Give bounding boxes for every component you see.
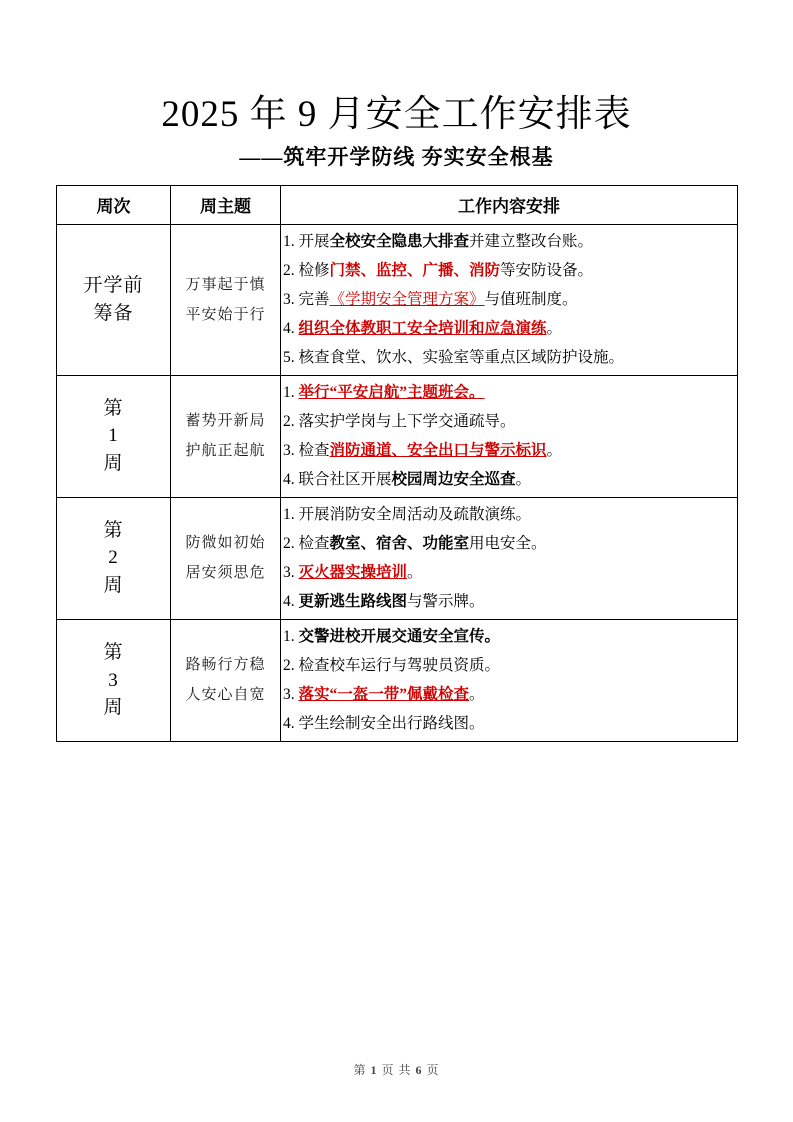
task-text-segment: 。 (515, 470, 532, 488)
task-text-segment: 用电安全。 (469, 534, 547, 552)
content-cell (281, 497, 738, 619)
task-item (283, 230, 737, 254)
table-body (57, 224, 738, 741)
task-item (283, 317, 737, 341)
task-text-segment: 。 (407, 563, 423, 581)
task-text-segment: 检修 (298, 261, 330, 279)
week-line: 3 (108, 669, 119, 691)
task-text-segment: 联合社区开展 (298, 470, 392, 488)
week-line: 第 (103, 641, 124, 663)
task-text-segment: 更新逃生路线图 (298, 592, 408, 610)
column-header-week: 周次 (57, 185, 171, 224)
task-text-segment: 核查食堂、饮水、实验室等重点区域防护设施。 (298, 348, 625, 366)
task-text-segment: 完善 (298, 290, 330, 308)
column-header-content: 工作内容安排 (281, 185, 738, 224)
week-line: 周 (103, 574, 124, 596)
footer-prefix: 第 (353, 1063, 367, 1077)
content-cell (281, 619, 738, 741)
task-item (283, 468, 737, 492)
column-header-theme: 周主题 (171, 185, 281, 224)
content-cell (281, 375, 738, 497)
theme-line: 蓄势开新局 (185, 413, 266, 430)
task-item (283, 259, 737, 283)
task-list (281, 503, 737, 614)
schedule-table (56, 185, 738, 742)
week-line: 周 (103, 452, 124, 474)
week-line: 1 (108, 425, 119, 447)
theme-cell (171, 619, 281, 741)
week-line: 第 (103, 519, 124, 541)
task-item (283, 654, 737, 678)
task-text-segment: 全校安全隐患大排查 (329, 232, 470, 250)
table-row (57, 497, 738, 619)
week-cell (57, 224, 171, 375)
task-text-segment: 门禁、监控、广播、消防 (329, 261, 501, 279)
week-cell (57, 375, 171, 497)
task-text-segment: 开展 (298, 232, 330, 250)
task-text-segment: 举行“平安启航”主题班会。 (298, 383, 485, 401)
theme-cell (171, 497, 281, 619)
task-list (281, 381, 737, 492)
theme-line: 路畅行方稳 (185, 657, 266, 674)
task-text-segment: 落实“一盔一带”佩戴检查 (298, 685, 470, 703)
task-text-segment: 。 (546, 319, 563, 337)
task-text-segment: 开展消防安全周活动及疏散演练。 (298, 505, 532, 523)
task-text-segment: 校园周边安全巡查 (391, 470, 516, 488)
task-item (283, 712, 737, 736)
task-item (283, 503, 737, 527)
page-subtitle: ——筑牢开学防线 夯实安全根基 (239, 144, 554, 169)
footer-middle: 页 共 (381, 1063, 412, 1077)
footer-current-page: 1 (370, 1063, 378, 1077)
task-item (283, 346, 737, 370)
task-text-segment: 落实护学岗与上下学交通疏导。 (298, 412, 516, 430)
task-text-segment: 与警示牌。 (407, 592, 485, 610)
week-line: 2 (108, 547, 119, 569)
task-item (283, 683, 737, 707)
week-line: 周 (103, 697, 124, 719)
task-item (283, 410, 737, 434)
week-line: 开学前 (83, 275, 144, 297)
theme-line: 居安须思危 (185, 565, 266, 582)
task-text-segment: 组织全体教职工安全培训和应急演练 (298, 319, 547, 337)
task-item (283, 532, 737, 556)
task-text-segment: 等安防设备。 (500, 261, 594, 279)
task-item (283, 439, 737, 463)
task-list (281, 230, 737, 370)
footer-total-pages: 6 (415, 1063, 423, 1077)
footer-suffix: 页 (426, 1063, 440, 1077)
task-text-segment: 检查 (298, 441, 330, 459)
task-text-segment: 检查校车运行与驾驶员资质。 (298, 656, 501, 674)
task-item (283, 590, 737, 614)
task-text-segment: 灭火器实操培训 (298, 563, 408, 581)
task-text-segment: 交警进校开展交通安全宣传。 (298, 627, 501, 645)
table-row (57, 224, 738, 375)
task-item (283, 561, 737, 585)
week-line: 第 (103, 397, 124, 419)
page-title: 2025 年 9 月安全工作安排表 (161, 94, 632, 135)
task-text-segment: 消防通道、安全出口与警示标识 (329, 441, 547, 459)
task-text-segment: 《学期安全管理方案》 (329, 290, 485, 308)
task-item (283, 288, 737, 312)
content-cell (281, 224, 738, 375)
task-text-segment: 。 (469, 685, 485, 703)
task-list (281, 625, 737, 736)
theme-line: 万事起于慎 (185, 276, 266, 293)
week-cell (57, 619, 171, 741)
theme-cell (171, 375, 281, 497)
theme-line: 防微如初始 (185, 535, 266, 552)
theme-line: 人安心自宽 (185, 687, 266, 704)
table-row (57, 619, 738, 741)
theme-cell (171, 224, 281, 375)
theme-line: 平安始于行 (185, 306, 266, 323)
table-header-row (57, 185, 738, 224)
task-text-segment: 检查 (298, 534, 330, 552)
week-cell (57, 497, 171, 619)
theme-line: 护航正起航 (185, 443, 266, 460)
task-text-segment: 与值班制度。 (484, 290, 578, 308)
task-text-segment: 并建立整改台账。 (469, 232, 594, 250)
page-footer (0, 1061, 793, 1078)
task-text-segment: 教室、宿舍、功能室 (329, 534, 470, 552)
week-line: 筹备 (93, 302, 134, 324)
task-text-segment: 。 (546, 441, 563, 459)
task-text-segment: 学生绘制安全出行路线图。 (298, 714, 485, 732)
task-item (283, 625, 737, 649)
table-row (57, 375, 738, 497)
task-item (283, 381, 737, 405)
